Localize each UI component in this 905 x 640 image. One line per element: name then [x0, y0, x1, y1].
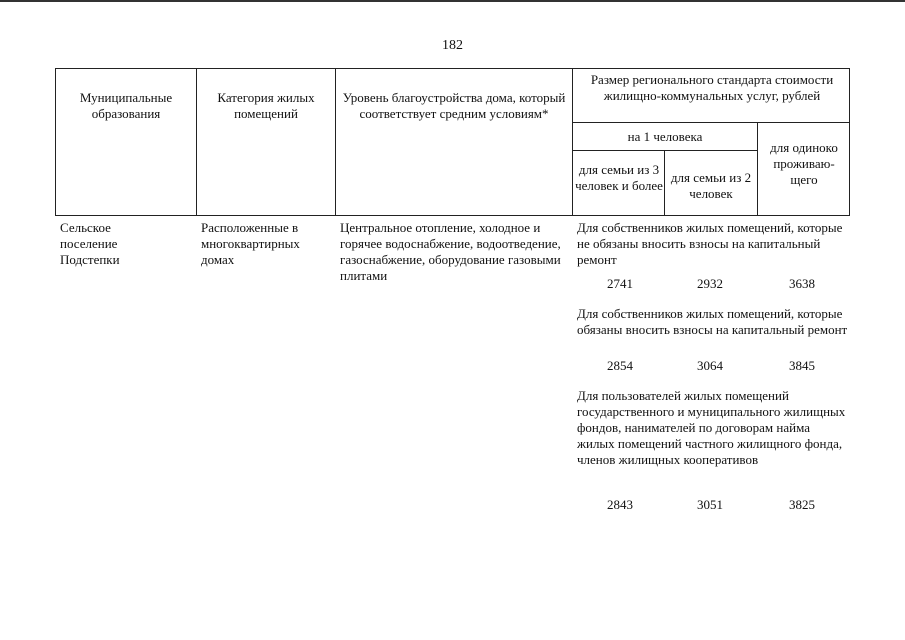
group-label: Для пользователей жилых помещений государственного и муниципального жилищных фондов, нанимателей по договорам найма жилых помещений частного жилищного фонда, членов жилищных кооперативов — [577, 388, 846, 467]
cell-municipality: Сельское поселение Подстепки — [60, 220, 120, 267]
group-label: Для собственников жилых помещений, которые обязаны вносить взносы на капитальный ремонт — [577, 306, 848, 337]
header-family3: для семьи из 3 человек и более — [575, 162, 663, 193]
value-family2: 3064 — [697, 358, 723, 373]
cell-level: Центральное отопление, холодное и горячее водоснабжение, водоотведение, газоснабжение, оборудование газовыми плитами — [340, 220, 561, 283]
value-family3: 2741 — [607, 276, 633, 291]
value-family3: 2843 — [607, 497, 633, 512]
cell-category: Расположенные в многоквартирных домах — [201, 220, 300, 267]
header-category: Категория жилых помещений — [217, 90, 315, 121]
page-number: 182 — [442, 38, 463, 53]
header-standard: Размер регионального стандарта стоимости жилищно-коммунальных услуг, рублей — [590, 72, 834, 103]
value-family3: 2854 — [607, 358, 633, 373]
header-family2: для семьи из 2 человек — [670, 170, 752, 201]
value-single: 3845 — [789, 358, 815, 373]
header-level: Уровень благоустройства дома, который соответствует средним условиям* — [342, 90, 566, 121]
header-municipality: Муниципальные образования — [79, 90, 173, 121]
value-single: 3638 — [789, 276, 815, 291]
scan-top-edge — [0, 0, 905, 2]
value-family2: 3051 — [697, 497, 723, 512]
group-label: Для собственников жилых помещений, которые не обязаны вносить взносы на капитальный ремонт — [577, 220, 843, 267]
value-single: 3825 — [789, 497, 815, 512]
header-per-person: на 1 человека — [627, 129, 703, 144]
value-family2: 2932 — [697, 276, 723, 291]
header-single: для одиноко проживаю-щего — [770, 140, 838, 187]
